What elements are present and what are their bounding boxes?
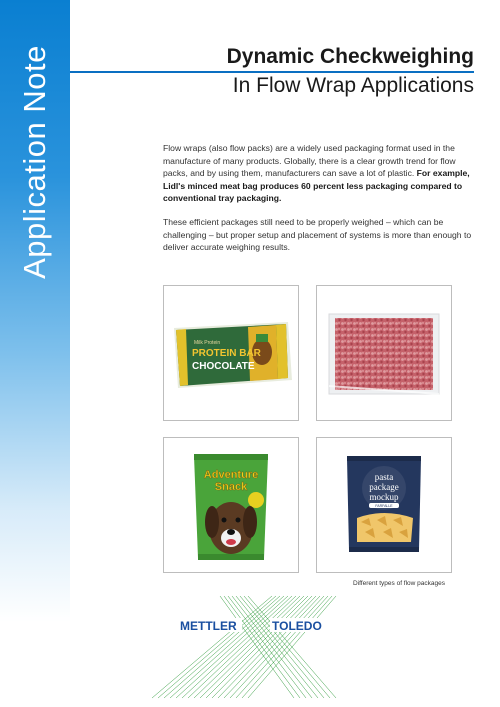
image-protein-bar xyxy=(163,285,299,421)
mettler-toledo-logo xyxy=(150,592,340,702)
intro-paragraph xyxy=(163,142,475,205)
page-title: Dynamic Checkweighing xyxy=(226,45,474,68)
image-pasta-package xyxy=(316,437,452,573)
second-paragraph: These efficient packages still need to be properly weighed – which can be challenging – but proper setup and placement of systems is more than enough to deliver accurate weighing results. xyxy=(163,216,472,253)
protein-bar-line2: CHOCOLATE xyxy=(192,361,255,372)
image-snack-bag xyxy=(163,437,299,573)
pasta-line3: mockup xyxy=(369,492,399,502)
sidebar-gradient xyxy=(0,0,70,707)
logo-lines-graphic xyxy=(150,592,340,702)
protein-bar-small-text: Milk Protein xyxy=(194,340,221,346)
image-minced-meat xyxy=(316,285,452,421)
snack-line2: Snack xyxy=(214,481,248,493)
minced-meat-illustration xyxy=(317,286,451,420)
pasta-package-illustration xyxy=(317,438,451,572)
title-divider xyxy=(70,71,474,73)
intro-bold-text: For example, Lidl's minced meat bag produces 60 percent less packaging compared to conventional tray packaging. xyxy=(163,168,470,204)
images-caption: Different types of flow packages xyxy=(352,580,445,587)
logo-left-word: METTLER xyxy=(180,619,237,633)
body-text xyxy=(163,142,475,265)
snack-bag-illustration xyxy=(164,438,298,572)
protein-bar-illustration xyxy=(164,286,298,420)
protein-bar-line1: PROTEIN BAR xyxy=(192,348,261,359)
intro-text: Flow wraps (also flow packs) are a widely used packaging format used in the manufacture of many products. Globally, there is a clear growth trend for flow packs, and by using them, manufacturers can save a lot of plastic. xyxy=(163,143,456,179)
pasta-line1: pasta xyxy=(374,472,394,482)
page-subtitle: In Flow Wrap Applications xyxy=(232,74,474,97)
pasta-line2: package xyxy=(369,482,399,492)
logo-right-word: TOLEDO xyxy=(272,619,322,633)
sidebar-title: Application Note xyxy=(17,45,52,279)
pasta-small-text: FARFALLE xyxy=(375,504,393,508)
snack-line1: Adventure xyxy=(203,469,259,481)
